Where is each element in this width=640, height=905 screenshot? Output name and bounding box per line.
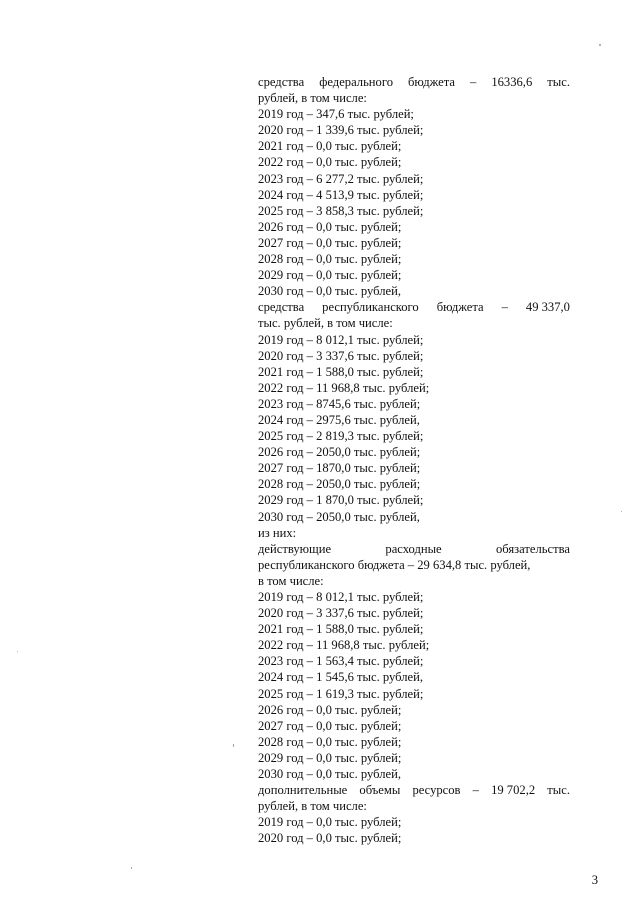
- current-obligations-including: в том числе:: [258, 573, 324, 588]
- federal-year-line: 2026 год – 0,0 тыс. рублей;: [258, 219, 402, 234]
- current-year-line: 2019 год – 8 012,1 тыс. рублей;: [258, 590, 424, 604]
- republican-year-line: 2023 год – 8745,6 тыс. рублей;: [258, 396, 421, 411]
- federal-year-line: 2019 год – 347,6 тыс. рублей;: [258, 107, 414, 122]
- word: тыс.: [547, 783, 570, 798]
- word: 16336,6: [491, 75, 533, 89]
- scan-speck: [233, 744, 234, 747]
- current-year-line: 2020 год – 3 337,6 тыс. рублей;: [258, 606, 424, 621]
- word: средства: [258, 75, 305, 89]
- word: республиканского: [322, 300, 419, 315]
- current-obligations-heading-line: [258, 541, 570, 557]
- word: расходные: [385, 541, 442, 556]
- scan-speck: [131, 867, 132, 869]
- scan-speck: [599, 44, 601, 46]
- republican-year-line: 2025 год – 2 819,3 тыс. рублей;: [258, 429, 424, 444]
- federal-year-line: 2020 год – 1 339,6 тыс. рублей;: [258, 123, 424, 138]
- document-body: [258, 74, 570, 847]
- republican-year-line: 2030 год – 2050,0 тыс. рублей,: [258, 509, 420, 524]
- word: действующие: [258, 541, 332, 556]
- word: ресурсов: [412, 783, 461, 798]
- federal-year-line: 2022 год – 0,0 тыс. рублей;: [258, 155, 402, 170]
- republican-year-line: 2019 год – 8 012,1 тыс. рублей;: [258, 332, 424, 347]
- republican-year-line: 2020 год – 3 337,6 тыс. рублей;: [258, 348, 424, 363]
- republican-year-line: 2021 год – 1 588,0 тыс. рублей;: [258, 364, 424, 379]
- scan-speck: [17, 651, 18, 652]
- word: 19 702,2: [491, 783, 536, 798]
- federal-heading-line: [258, 74, 570, 90]
- current-year-line: 2027 год – 0,0 тыс. рублей;: [258, 718, 402, 733]
- republican-year-line: 2027 год – 1870,0 тыс. рублей;: [258, 461, 421, 476]
- federal-year-line: 2024 год – 4 513,9 тыс. рублей;: [258, 187, 424, 202]
- word: средства: [258, 300, 305, 315]
- republican-heading-line: [258, 299, 570, 315]
- current-obligations-continuation: республиканского бюджета – 29 634,8 тыс. рублей,: [258, 557, 531, 572]
- additional-year-line: 2019 год – 0,0 тыс. рублей;: [258, 815, 402, 830]
- federal-year-line: 2027 год – 0,0 тыс. рублей;: [258, 235, 402, 250]
- federal-year-line: 2025 год – 3 858,3 тыс. рублей;: [258, 203, 424, 218]
- current-year-line: 2025 год – 1 619,3 тыс. рублей;: [258, 686, 424, 701]
- page-number: 3: [591, 873, 598, 887]
- current-year-line: 2022 год – 11 968,8 тыс. рублей;: [258, 638, 430, 653]
- federal-year-line: 2021 год – 0,0 тыс. рублей;: [258, 139, 402, 154]
- current-year-line: 2028 год – 0,0 тыс. рублей;: [258, 734, 402, 749]
- word: дополнительные: [258, 783, 348, 798]
- current-year-line: 2023 год – 1 563,4 тыс. рублей;: [258, 654, 424, 669]
- federal-year-line: 2023 год – 6 277,2 тыс. рублей;: [258, 171, 424, 186]
- federal-heading-continuation: рублей, в том числе:: [258, 91, 367, 106]
- word: обязательства: [495, 541, 570, 556]
- republican-year-line: 2026 год – 2050,0 тыс. рублей;: [258, 445, 421, 460]
- word: федерального: [319, 75, 393, 89]
- republican-year-line: 2029 год – 1 870,0 тыс. рублей;: [258, 493, 424, 508]
- current-year-line: 2024 год – 1 545,6 тыс. рублей,: [258, 670, 424, 685]
- additional-resources-continuation: рублей, в том числе:: [258, 799, 367, 814]
- scan-speck: [621, 511, 622, 512]
- of-which-label: из них:: [258, 525, 297, 540]
- republican-year-line: 2022 год – 11 968,8 тыс. рублей;: [258, 380, 430, 395]
- additional-resources-heading-line: [258, 782, 570, 798]
- republican-year-line: 2024 год – 2975,6 тыс. рублей,: [258, 412, 420, 427]
- word: тыс.: [547, 75, 570, 89]
- current-year-line: 2030 год – 0,0 тыс. рублей,: [258, 767, 401, 782]
- word: –: [501, 300, 508, 315]
- federal-year-line: 2028 год – 0,0 тыс. рублей;: [258, 252, 402, 267]
- republican-year-line: 2028 год – 2050,0 тыс. рублей;: [258, 477, 421, 492]
- word: объемы: [359, 783, 401, 798]
- word: –: [472, 783, 479, 798]
- word: бюджета: [408, 75, 455, 89]
- word: –: [470, 75, 477, 89]
- word: бюджета: [436, 300, 484, 315]
- additional-year-line: 2020 год – 0,0 тыс. рублей;: [258, 831, 402, 846]
- word: 49 337,0: [525, 300, 570, 315]
- current-year-line: 2029 год – 0,0 тыс. рублей;: [258, 750, 402, 765]
- federal-year-line: 2029 год – 0,0 тыс. рублей;: [258, 268, 402, 283]
- current-year-line: 2026 год – 0,0 тыс. рублей;: [258, 702, 402, 717]
- republican-heading-continuation: тыс. рублей, в том числе:: [258, 316, 393, 331]
- current-year-line: 2021 год – 1 588,0 тыс. рублей;: [258, 622, 424, 637]
- federal-year-line: 2030 год – 0,0 тыс. рублей,: [258, 284, 401, 299]
